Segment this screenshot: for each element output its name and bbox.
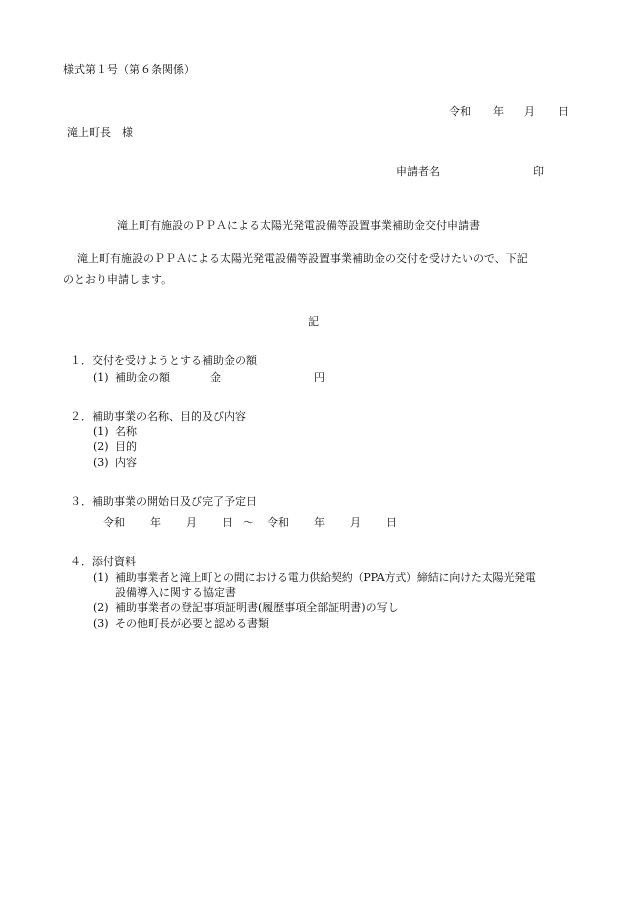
section-2-item-2-label: 目的 [115, 440, 137, 453]
section-2-heading: ２．補助事業の名称、目的及び内容 [70, 410, 246, 423]
section-2-item-1-label: 名称 [115, 425, 137, 438]
start-year: 年 [150, 516, 161, 529]
addressee: 滝上町長 様 [67, 126, 133, 139]
start-era: 令和 [103, 516, 125, 529]
section-1-kin: 金 [210, 371, 221, 384]
section-4-item-3-label: その他町長が必要と認める書類 [115, 617, 269, 630]
ki-marker: 記 [308, 315, 319, 328]
date-year: 年 [493, 105, 504, 118]
section-1-item-1-label: 補助金の額 [115, 371, 170, 384]
intro-line-2: のとおり申請します。 [63, 273, 173, 286]
form-number: 様式第１号（第６条関係） [63, 63, 195, 76]
section-4-item-1-num: (1) [93, 571, 109, 584]
intro-line-1: 滝上町有施設のＰＰＡによる太陽光発電設備等設置事業補助金の交付を受けたいので、下記 [77, 252, 528, 265]
section-1-yen: 円 [314, 371, 325, 384]
section-2-item-1-num: (1) [93, 425, 109, 438]
start-day: 日 [222, 516, 233, 529]
section-1-heading: １．交付を受けようとする補助金の額 [70, 354, 257, 367]
start-month: 月 [186, 516, 197, 529]
section-1-item-1-num: (1) [93, 371, 109, 384]
section-4-item-3-num: (3) [93, 617, 109, 630]
date-month: 月 [524, 105, 535, 118]
date-range-tilde: ～ [243, 516, 254, 529]
section-2-item-3-num: (3) [93, 456, 109, 469]
section-4-item-1-line-1: 補助事業者と滝上町との間における電力供給契約（PPA方式）締結に向けた太陽光発電 [115, 571, 536, 584]
applicant-seal: 印 [533, 165, 544, 178]
date-era: 令和 [449, 105, 471, 118]
applicant-label: 申請者名 [396, 165, 440, 178]
section-2-item-2-num: (2) [93, 440, 109, 453]
end-day: 日 [386, 516, 397, 529]
document-title: 滝上町有施設のＰＰＡによる太陽光発電設備等設置事業補助金交付申請書 [117, 219, 480, 232]
section-4-item-1-line-2: 設備導入に関する協定書 [115, 586, 236, 599]
end-era: 令和 [267, 516, 289, 529]
section-2-item-3-label: 内容 [115, 456, 137, 469]
date-day: 日 [558, 105, 569, 118]
section-3-heading: ３．補助事業の開始日及び完了予定日 [70, 495, 257, 508]
end-year: 年 [314, 516, 325, 529]
end-month: 月 [350, 516, 361, 529]
section-4-heading: ４．添付資料 [70, 555, 136, 568]
section-4-item-2-label: 補助事業者の登記事項証明書(履歴事項全部証明書)の写し [115, 601, 399, 614]
section-4-item-2-num: (2) [93, 601, 109, 614]
